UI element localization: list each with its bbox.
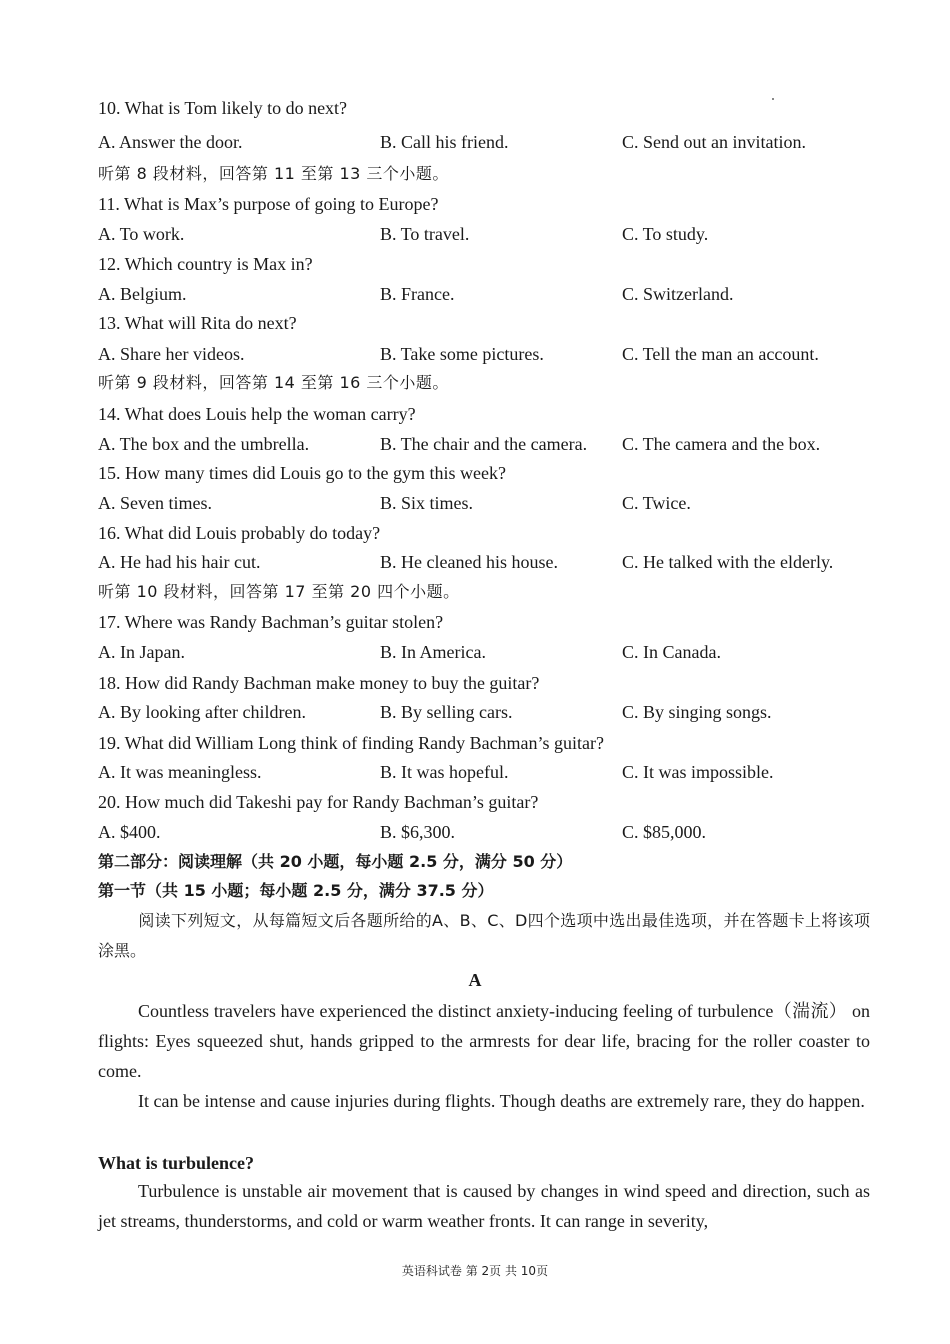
q18-option-c: C. By singing songs. (622, 702, 772, 722)
instructions (98, 906, 870, 966)
paragraph-2 (98, 1086, 870, 1116)
q12-option-c: C. Switzerland. (622, 284, 734, 304)
scan-speck (772, 98, 774, 100)
q10-option-a: A. Answer the door. (98, 132, 243, 152)
q17-option-b: B. In America. (380, 642, 486, 662)
question-20: 20. How much did Takeshi pay for Randy Bachman’s guitar? (98, 792, 539, 812)
paragraph-1 (98, 996, 870, 1086)
q15-option-a: A. Seven times. (98, 493, 212, 513)
q20-option-a: A. $400. (98, 822, 161, 842)
q12-option-b: B. France. (380, 284, 455, 304)
q16-option-b: B. He cleaned his house. (380, 552, 558, 572)
q11-option-a: A. To work. (98, 224, 185, 244)
q16-option-a: A. He had his hair cut. (98, 552, 261, 572)
q10-option-b: B. Call his friend. (380, 132, 509, 152)
q10-option-c: C. Send out an invitation. (622, 132, 806, 152)
page-footer: 英语科试卷 第 2页 共 10页 (401, 1264, 549, 1278)
q17-option-a: A. In Japan. (98, 642, 185, 662)
q19-option-b: B. It was hopeful. (380, 762, 509, 782)
q14-option-b: B. The chair and the camera. (380, 434, 588, 454)
instructions-text: 阅读下列短文，从每篇短文后各题所给的A、B、C、D四个选项中选出最佳选项，并在答题卡上将该项涂黑。 (98, 911, 870, 960)
section-8-heading: 听第 8 段材料，回答第 11 至第 13 三个小题。 (98, 164, 449, 183)
question-12: 12. Which country is Max in? (98, 254, 313, 274)
q12-option-a: A. Belgium. (98, 284, 187, 304)
q19-option-a: A. It was meaningless. (98, 762, 262, 782)
question-14: 14. What does Louis help the woman carry? (98, 404, 416, 424)
passage-title: A (468, 970, 482, 990)
q16-option-c: C. He talked with the elderly. (622, 552, 834, 572)
question-16: 16. What did Louis probably do today? (98, 523, 381, 543)
q14-option-a: A. The box and the umbrella. (98, 434, 310, 454)
paragraph-3 (98, 1176, 870, 1236)
paragraph-1-text: Countless travelers have experienced the distinct anxiety-inducing feeling of turbulence（湍流） on flights: Eyes squeezed shut, hands gripped to the armrests for dear life, bracing for the roller coaster to come. (98, 1001, 870, 1081)
part-2-section-1-heading: 第一节（共 15 小题；每小题 2.5 分，满分 37.5 分） (98, 881, 494, 900)
q13-option-c: C. Tell the man an account. (622, 344, 819, 364)
q20-option-b: B. $6,300. (380, 822, 456, 842)
subheading-what-is-turbulence: What is turbulence? (98, 1153, 255, 1173)
question-10: 10. What is Tom likely to do next? (98, 98, 348, 118)
q15-option-b: B. Six times. (380, 493, 474, 513)
question-15: 15. How many times did Louis go to the gym this week? (98, 463, 506, 483)
paragraph-2-text: It can be intense and cause injuries during flights. Though deaths are extremely rare, they do happen. (138, 1091, 865, 1111)
q18-option-b: B. By selling cars. (380, 702, 513, 722)
part-2-heading: 第二部分：阅读理解（共 20 小题，每小题 2.5 分，满分 50 分） (98, 852, 573, 871)
q19-option-c: C. It was impossible. (622, 762, 774, 782)
q11-option-c: C. To study. (622, 224, 709, 244)
q15-option-c: C. Twice. (622, 493, 691, 513)
section-9-heading: 听第 9 段材料，回答第 14 至第 16 三个小题。 (98, 373, 449, 392)
question-11: 11. What is Max’s purpose of going to Europe? (98, 194, 439, 214)
q13-option-b: B. Take some pictures. (380, 344, 544, 364)
q18-option-a: A. By looking after children. (98, 702, 306, 722)
question-17: 17. Where was Randy Bachman’s guitar stolen? (98, 612, 444, 632)
question-19: 19. What did William Long think of finding Randy Bachman’s guitar? (98, 733, 605, 753)
q13-option-a: A. Share her videos. (98, 344, 245, 364)
paragraph-3-text: Turbulence is unstable air movement that is caused by changes in wind speed and direction, such as jet streams, thunderstorms, and cold or warm weather fronts. It can range in severity, (98, 1181, 870, 1231)
question-13: 13. What will Rita do next? (98, 313, 297, 333)
q20-option-c: C. $85,000. (622, 822, 707, 842)
q14-option-c: C. The camera and the box. (622, 434, 821, 454)
question-18: 18. How did Randy Bachman make money to buy the guitar? (98, 673, 540, 693)
q11-option-b: B. To travel. (380, 224, 470, 244)
q17-option-c: C. In Canada. (622, 642, 721, 662)
section-10-heading: 听第 10 段材料，回答第 17 至第 20 四个小题。 (98, 582, 460, 601)
